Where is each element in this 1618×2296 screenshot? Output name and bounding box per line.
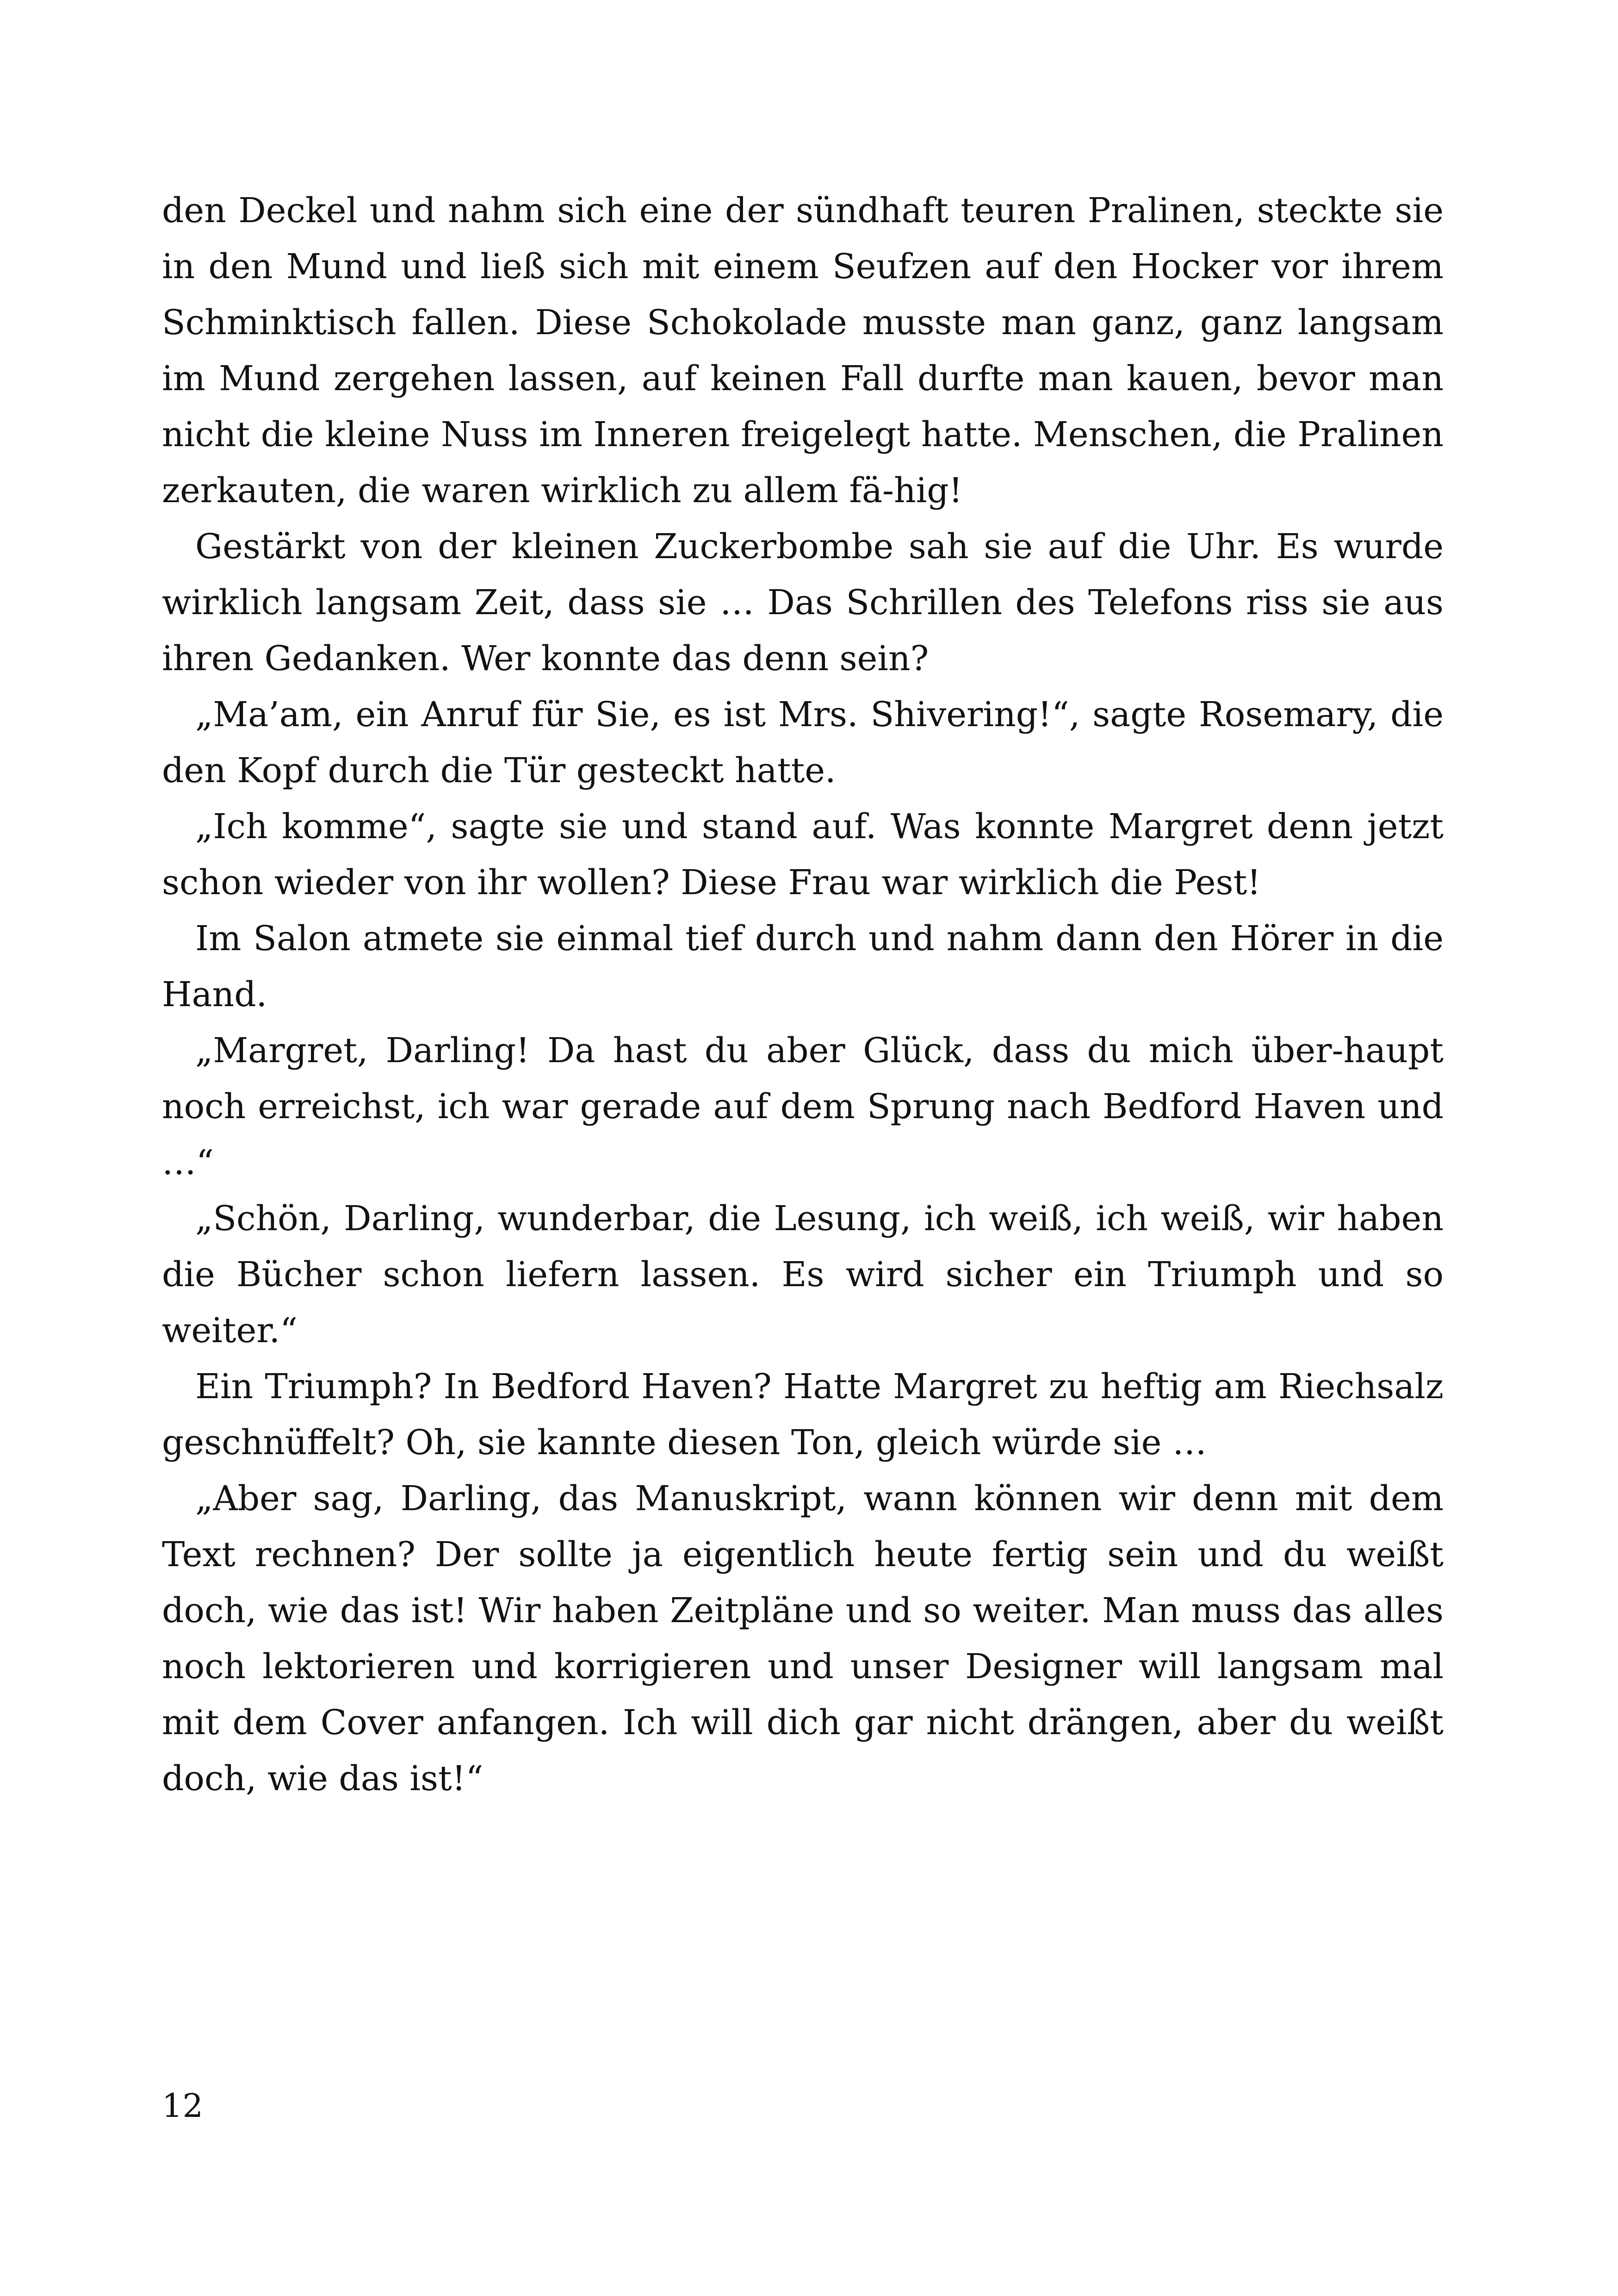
paragraph-2: Gestärkt von der kleinen Zuckerbombe sah sie auf die Uhr. Es wurde wirklich langsam Zeit, dass sie … Das Schrillen des Telefons riss sie aus ihren Gedanken. Wer konnte das denn sein?	[162, 527, 1444, 678]
paragraph-9: „Aber sag, Darling, das Manuskript, wann können wir denn mit dem Text rechnen? Der sollte ja eigentlich heute fertig sein und du weißt doch, wie das ist! Wir haben Zeitpläne und so weiter. Man muss das alles noch lektorieren und korrigieren und unser Designer will langsam mal mit dem Cover anfangen. Ich will dich gar nicht drängen, aber du weißt doch, wie das ist!“	[162, 1479, 1444, 1798]
paragraph-4: „Ich komme“, sagte sie und stand auf. Was konnte Margret denn jetzt schon wieder von ihr wollen? Diese Frau war wirklich die Pest!	[162, 807, 1444, 902]
body-text	[162, 183, 1444, 1807]
page-number: 12	[162, 2087, 204, 2125]
paragraph-3: „Ma’am, ein Anruf für Sie, es ist Mrs. Shivering!“, sagte Rosemary, die den Kopf durch die Tür gesteckt hatte.	[162, 695, 1444, 790]
paragraph-5: Im Salon atmete sie einmal tief durch und nahm dann den Hörer in die Hand.	[162, 919, 1444, 1014]
paragraph-7: „Schön, Darling, wunderbar, die Lesung, ich weiß, ich weiß, wir haben die Bücher schon liefern lassen. Es wird sicher ein Triumph und so weiter.“	[162, 1199, 1444, 1350]
paragraph-8: Ein Triumph? In Bedford Haven? Hatte Margret zu heftig am Riechsalz geschnüffelt? Oh, sie kannte diesen Ton, gleich würde sie …	[162, 1367, 1444, 1462]
paragraph-1: den Deckel und nahm sich eine der sündhaft teuren Pralinen, steckte sie in den Mund und ließ sich mit einem Seufzen auf den Hocker vor ihrem Schminktisch fallen. Diese Schokolade musste man ganz, ganz langsam im Mund zergehen lassen, auf keinen Fall durfte man kauen, bevor man nicht die kleine Nuss im Inneren freigelegt hatte. Menschen, die Pralinen zerkauten, die waren wirklich zu allem fä-hig!	[162, 191, 1444, 510]
paragraph-6: „Margret, Darling! Da hast du aber Glück, dass du mich über-haupt noch erreichst, ich war gerade auf dem Sprung nach Bedford Haven und …“	[162, 1031, 1444, 1182]
